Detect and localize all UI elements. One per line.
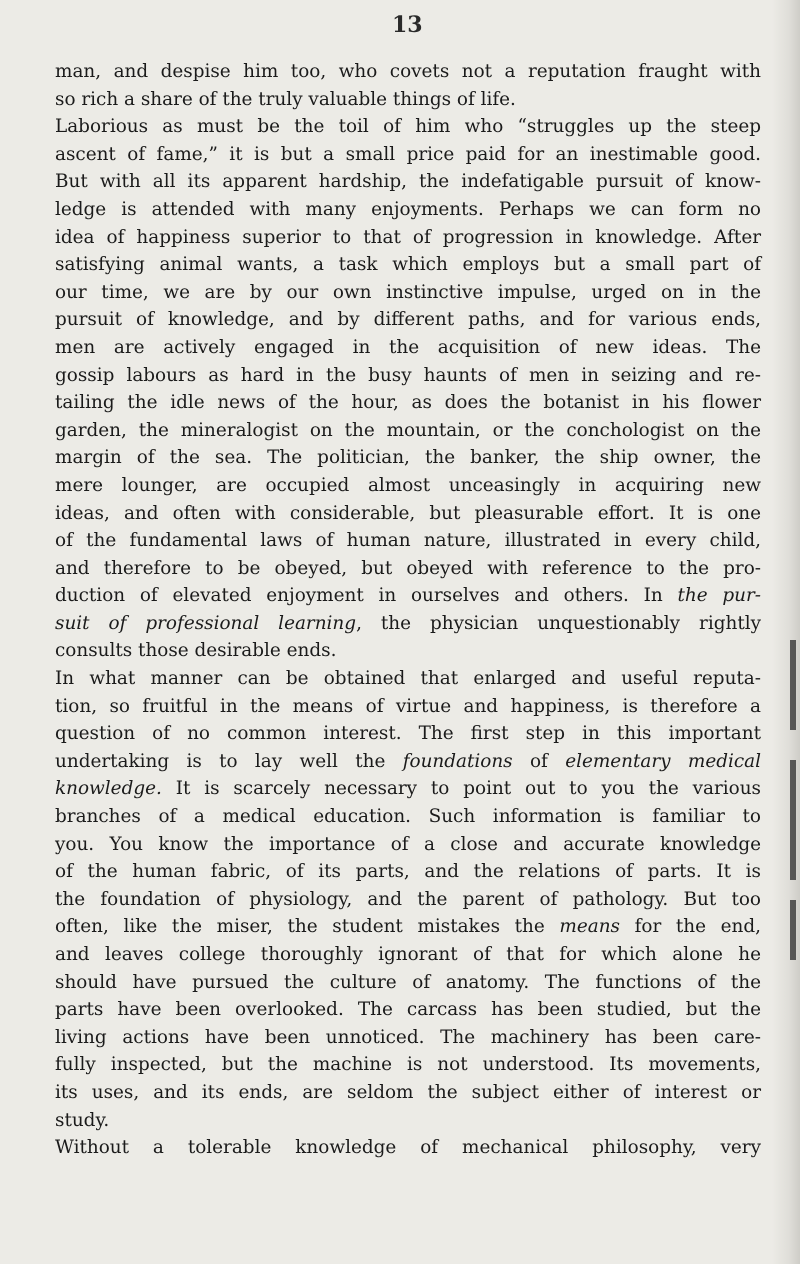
text-line: margin of the sea. The politician, the banker, the ship owner, the: [55, 447, 761, 469]
text-line: tion, so fruitful in the means of virtue and happiness, is therefore a: [55, 695, 761, 717]
text-line: undertaking is to lay well the foundations of elementary medical: [55, 750, 761, 772]
text-line: its uses, and its ends, are seldom the subject either of interest or: [55, 1081, 761, 1103]
text-line: and leaves college thoroughly ignorant of that for which alone he: [55, 944, 761, 965]
text-line: question of no common interest. The first step in this important: [55, 723, 761, 745]
text-line: and therefore to be obeyed, but obeyed with reference to the pro-: [55, 557, 761, 579]
text-line: consults those desirable ends.: [55, 640, 337, 662]
text-line: knowledge. It is scarcely necessary to point out to you the various: [55, 778, 761, 800]
text-line: living actions have been unnoticed. The machinery has been care-: [55, 1026, 761, 1048]
page-edge-shadow: [772, 0, 800, 1264]
text-line: Without a tolerable knowledge of mechanical philosophy, very: [55, 1137, 761, 1159]
text-line: duction of elevated enjoyment in ourselves and others. In the pur-: [55, 585, 761, 607]
edge-mark: [790, 640, 796, 730]
text-line: idea of happiness superior to that of progression in knowledge. After: [55, 226, 761, 248]
text-line: so rich a share of the truly valuable things of life.: [55, 88, 516, 110]
text-line: branches of a medical education. Such information is familiar to: [55, 806, 761, 828]
page-number: 13: [392, 12, 423, 38]
text-line: ideas, and often with considerable, but pleasurable effort. It is one: [55, 502, 761, 524]
text-line: you. You know the importance of a close and accurate knowledge: [55, 833, 761, 855]
text-line: often, like the miser, the student mistakes the means for the end,: [55, 916, 761, 938]
text-line: mere lounger, are occupied almost unceasingly in acquiring new: [55, 474, 761, 496]
edge-mark: [790, 900, 796, 960]
text-line: But with all its apparent hardship, the indefatigable pursuit of know-: [55, 171, 761, 193]
edge-mark: [790, 760, 796, 880]
text-line: our time, we are by our own instinctive impulse, urged on in the: [55, 281, 761, 303]
text-line: pursuit of knowledge, and by different paths, and for various ends,: [55, 309, 761, 331]
text-line: study.: [55, 1109, 110, 1131]
text-line: of the fundamental laws of human nature, illustrated in every child,: [55, 530, 761, 552]
text-line: In what manner can be obtained that enlarged and useful reputa-: [55, 668, 761, 690]
text-line: satisfying animal wants, a task which employs but a small part of: [55, 254, 761, 276]
text-line: fully inspected, but the machine is not understood. Its movements,: [55, 1054, 761, 1076]
text-line: should have pursued the culture of anatomy. The functions of the: [55, 971, 761, 993]
text-line: ledge is attended with many enjoyments. Perhaps we can form no: [55, 198, 761, 220]
text-line: men are actively engaged in the acquisition of new ideas. The: [55, 336, 761, 358]
text-line: suit of professional learning, the physician unquestionably rightly: [55, 612, 761, 634]
text-line: tailing the idle news of the hour, as does the botanist in his flower: [55, 392, 761, 414]
text-line: parts have been overlooked. The carcass has been studied, but the: [55, 999, 761, 1021]
text-line: the foundation of physiology, and the parent of pathology. But too: [55, 888, 761, 910]
text-line: Laborious as must be the toil of him who “struggles up the steep: [55, 116, 761, 138]
text-line: garden, the mineralogist on the mountain, or the conchologist on the: [55, 419, 761, 441]
text-line: ascent of fame,” it is but a small price paid for an inestimable good.: [55, 143, 761, 165]
text-line: man, and despise him too, who covets not a reputation fraught with: [55, 61, 761, 82]
body-text: [55, 58, 761, 1162]
text-line: gossip labours as hard in the busy haunts of men in seizing and re-: [55, 364, 761, 386]
text-line: of the human fabric, of its parts, and the relations of parts. It is: [55, 861, 761, 883]
